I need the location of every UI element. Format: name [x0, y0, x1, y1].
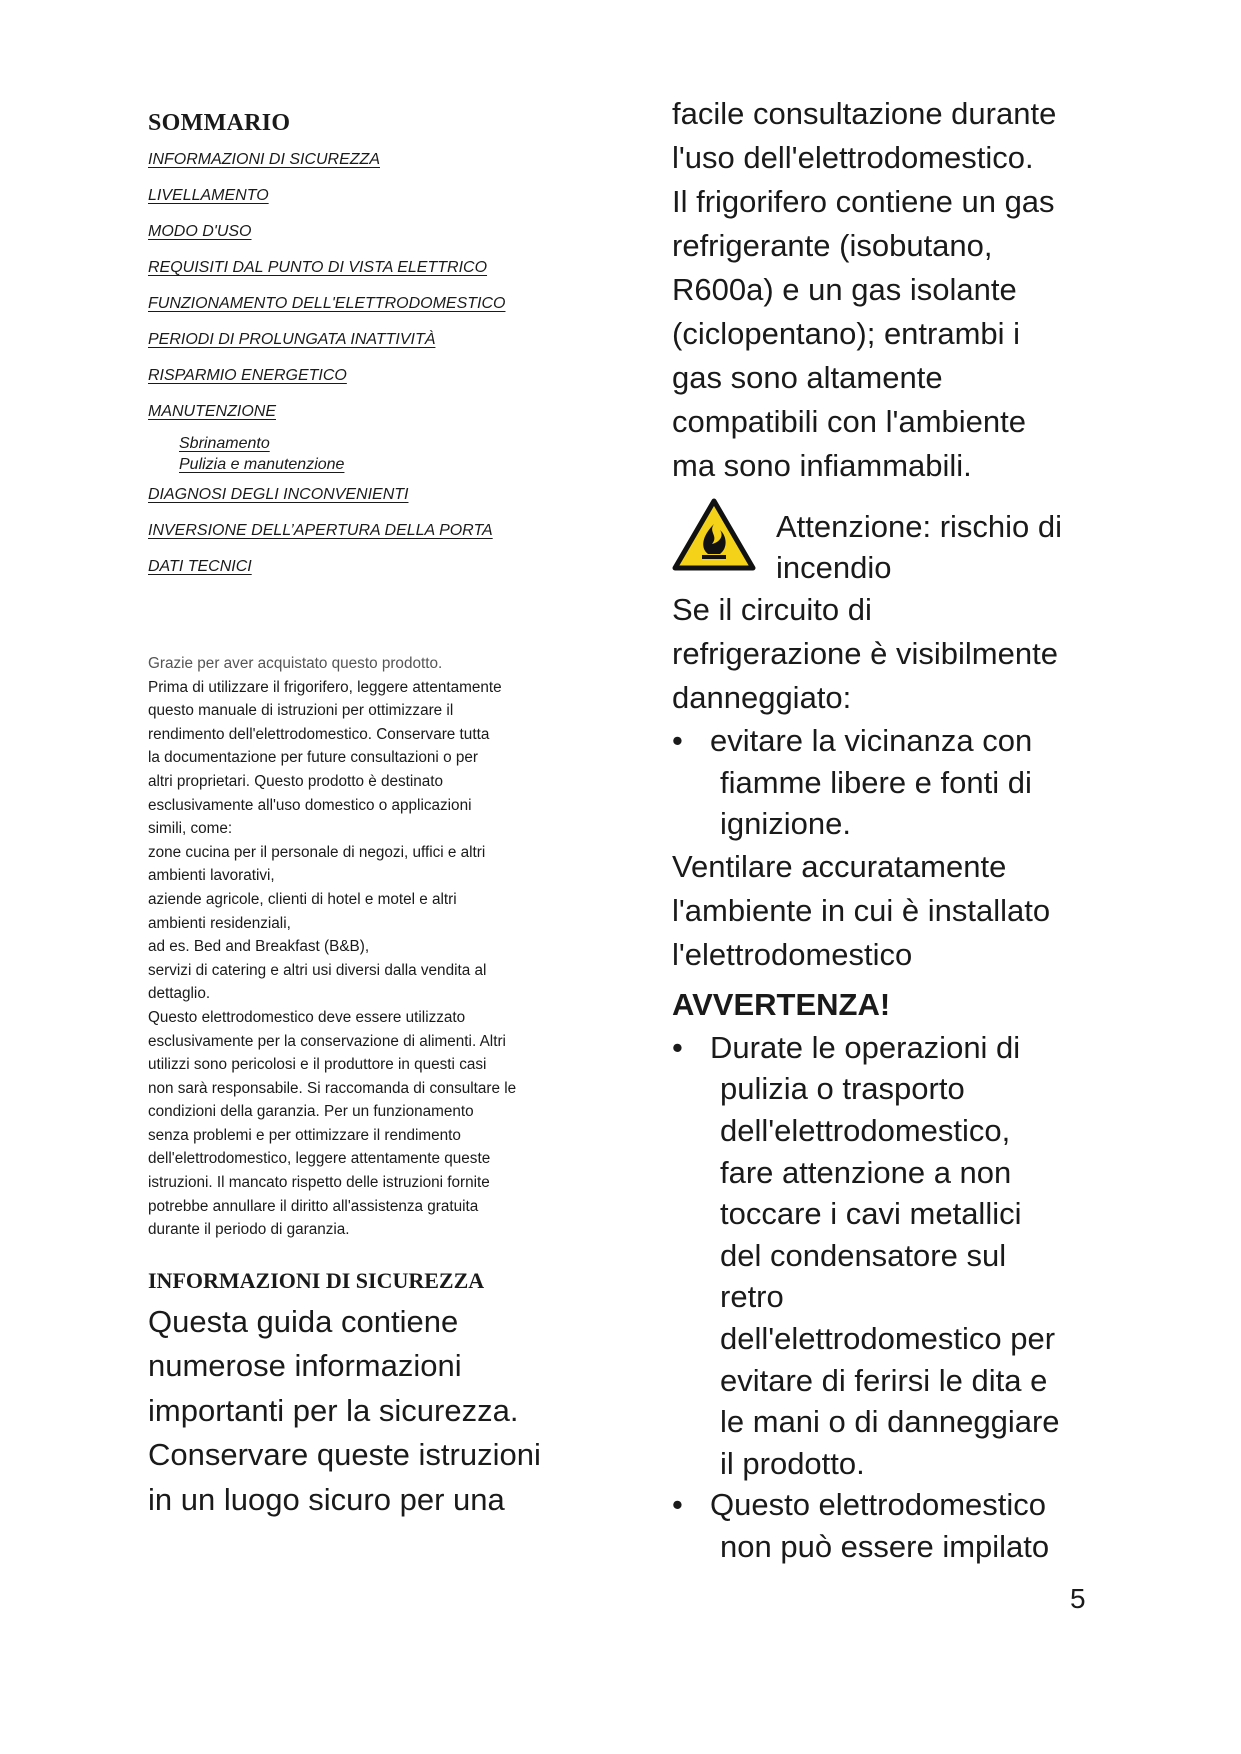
- bullet-line: toccare i cavi metallici: [720, 1196, 1022, 1232]
- toc-link-periodi-inattivita[interactable]: PERIODI DI PROLUNGATA INATTIVITÀ: [148, 331, 436, 348]
- bullet-list-warnings: [672, 1027, 1112, 1568]
- safety-intro: [148, 1300, 588, 1523]
- intro-line: ambienti lavorativi,: [148, 867, 275, 885]
- toc-title: SOMMARIO: [148, 110, 291, 136]
- toc-entry: [148, 151, 588, 187]
- intro-line: dell'elettrodomestico, leggere attentamente queste: [148, 1150, 491, 1168]
- intro-line: ad es. Bed and Breakfast (B&B),: [148, 938, 370, 956]
- page-number: 5: [1070, 1583, 1086, 1614]
- gas-line: Il frigorifero contiene un gas: [672, 184, 1055, 219]
- toc-subentries: [148, 435, 588, 474]
- intro-line: esclusivamente per la conservazione di alimenti. Altri: [148, 1032, 506, 1050]
- intro-line: potrebbe annullare il diritto all'assistenza gratuita: [148, 1197, 479, 1215]
- toc-entry: [148, 259, 588, 295]
- circuit-line: refrigerazione è visibilmente: [672, 636, 1058, 671]
- bullet-line: il prodotto.: [720, 1445, 865, 1481]
- toc-link-requisiti-elettrici[interactable]: REQUISITI DAL PUNTO DI VISTA ELETTRICO: [148, 259, 488, 276]
- safety-heading: INFORMAZIONI DI SICUREZZA: [148, 1267, 485, 1293]
- table-of-contents: [148, 151, 588, 594]
- intro-line: senza problemi e per ottimizzare il rendimento: [148, 1126, 461, 1144]
- bullet-line: ignizione.: [720, 806, 851, 842]
- gas-line: (ciclopentano); entrambi i: [672, 316, 1021, 351]
- toc-link-dati-tecnici[interactable]: DATI TECNICI: [148, 558, 252, 575]
- toc-link-modo-uso[interactable]: MODO D'USO: [148, 223, 252, 240]
- toc-entry: [148, 223, 588, 259]
- safety-line: Conservare queste istruzioni: [148, 1437, 541, 1473]
- bullet-list-flames: [672, 720, 1112, 845]
- toc-link-risparmio-energetico[interactable]: RISPARMIO ENERGETICO: [148, 367, 347, 384]
- intro-line: zone cucina per il personale di negozi, uffici e altri: [148, 843, 486, 861]
- ventilate-line: l'ambiente in cui è installato: [672, 892, 1051, 928]
- intro-line: condizioni della garanzia. Per un funzionamento: [148, 1103, 474, 1121]
- bullet-line: del condensatore sul: [720, 1237, 1007, 1273]
- right-column: [672, 92, 1112, 1568]
- intro-line: utilizzi sono pericolosi e il produttore in questi casi: [148, 1056, 487, 1074]
- gas-line: l'uso dell'elettrodomestico.: [672, 140, 1034, 175]
- intro-line: altri proprietari. Questo prodotto è destinato: [148, 772, 444, 790]
- intro-line: Grazie per aver acquistato questo prodotto.: [148, 655, 443, 672]
- safety-line: Questa guida contiene: [148, 1303, 459, 1339]
- list-item: [672, 1027, 1112, 1485]
- circuit-line: Se il circuito di: [672, 592, 872, 627]
- gas-line: gas sono altamente: [672, 360, 943, 395]
- safety-line: numerose informazioni: [148, 1348, 462, 1384]
- bullet-icon: •: [672, 1487, 683, 1523]
- intro-line: Prima di utilizzare il frigorifero, leggere attentamente: [148, 678, 502, 696]
- circuit-paragraph: [672, 588, 1112, 720]
- intro-line: questo manuale di istruzioni per ottimizzare il: [148, 702, 454, 720]
- toc-link-informazioni-sicurezza[interactable]: INFORMAZIONI DI SICUREZZA: [148, 151, 380, 168]
- gas-paragraph: [672, 92, 1112, 488]
- safety-line: in un luogo sicuro per una: [148, 1481, 505, 1517]
- toc-link-livellamento[interactable]: LIVELLAMENTO: [148, 187, 269, 204]
- intro-line: istruzioni. Il mancato rispetto delle istruzioni fornite: [148, 1174, 490, 1192]
- intro-line: non sarà responsabile. Si raccomanda di consultare le: [148, 1079, 517, 1097]
- gas-line: compatibili con l'ambiente: [672, 404, 1026, 439]
- toc-link-funzionamento[interactable]: FUNZIONAMENTO DELL'ELETTRODOMESTICO: [148, 295, 506, 312]
- intro-paragraph: [148, 652, 588, 1242]
- fire-warning: [672, 496, 1112, 588]
- bullet-line: fare attenzione a non: [720, 1154, 1012, 1190]
- ventilate-paragraph: [672, 845, 1112, 977]
- gas-line: facile consultazione durante: [672, 96, 1057, 131]
- ventilate-line: Ventilare accuratamente: [672, 848, 1007, 884]
- bullet-line: retro: [720, 1279, 784, 1315]
- list-item: [672, 720, 1112, 845]
- toc-entry: [148, 558, 588, 594]
- intro-line: ambienti residenziali,: [148, 914, 291, 932]
- bullet-line: pulizia o trasporto: [720, 1071, 965, 1107]
- bullet-line: fiamme libere e fonti di: [720, 764, 1032, 800]
- intro-line: servizi di catering e altri usi diversi dalla vendita al: [148, 961, 487, 979]
- intro-line: Questo elettrodomestico deve essere utilizzato: [148, 1008, 466, 1026]
- bullet-line: dell'elettrodomestico,: [720, 1112, 1011, 1148]
- toc-entry: [148, 367, 588, 403]
- toc-link-pulizia-manutenzione[interactable]: Pulizia e manutenzione: [179, 456, 345, 473]
- gas-line: ma sono infiammabili.: [672, 448, 972, 483]
- warning-line: Attenzione: rischio di: [776, 509, 1063, 544]
- toc-link-inversione-porta[interactable]: INVERSIONE DELL’APERTURA DELLA PORTA: [148, 522, 493, 539]
- bullet-icon: •: [672, 723, 683, 758]
- intro-line: dettaglio.: [148, 985, 211, 1003]
- safety-line: importanti per la sicurezza.: [148, 1392, 519, 1428]
- fire-warning-text: [776, 506, 1062, 588]
- circuit-line: danneggiato:: [672, 680, 852, 715]
- flammable-warning-icon: [672, 498, 756, 572]
- toc-link-diagnosi[interactable]: DIAGNOSI DEGLI INCONVENIENTI: [148, 486, 409, 503]
- list-item: [672, 1484, 1112, 1567]
- bullet-line: evitare la vicinanza con: [710, 723, 1033, 758]
- toc-entry: [148, 295, 588, 331]
- gas-line: R600a) e un gas isolante: [672, 272, 1017, 307]
- bullet-line: non può essere impilato: [720, 1528, 1050, 1564]
- toc-entry: [148, 331, 588, 367]
- toc-entry: [148, 486, 588, 522]
- intro-line: aziende agricole, clienti di hotel e motel e altri: [148, 890, 457, 908]
- bullet-line: le mani o di danneggiare: [720, 1404, 1060, 1440]
- bullet-icon: •: [672, 1029, 683, 1065]
- intro-line: esclusivamente all'uso domestico o applicazioni: [148, 796, 472, 814]
- intro-line: durante il periodo di garanzia.: [148, 1221, 350, 1239]
- ventilate-line: l'elettrodomestico: [672, 936, 913, 972]
- toc-entry: [148, 187, 588, 223]
- gas-line: refrigerante (isobutano,: [672, 228, 993, 263]
- warning-line: incendio: [776, 550, 892, 585]
- intro-line: la documentazione per future consultazioni o per: [148, 749, 478, 767]
- toc-entry: [148, 403, 588, 439]
- toc-link-manutenzione[interactable]: MANUTENZIONE: [148, 403, 276, 420]
- intro-line: rendimento dell'elettrodomestico. Conservare tutta: [148, 725, 490, 743]
- bullet-line: Questo elettrodomestico: [710, 1487, 1047, 1523]
- left-column: [148, 110, 588, 1522]
- bullet-line: Durate le operazioni di: [710, 1029, 1021, 1065]
- intro-line: simili, come:: [148, 820, 233, 838]
- toc-entry: [148, 522, 588, 558]
- toc-link-sbrinamento[interactable]: Sbrinamento: [179, 435, 270, 452]
- avvertenza-heading: AVVERTENZA!: [672, 986, 891, 1022]
- bullet-line: evitare di ferirsi le dita e: [720, 1362, 1048, 1398]
- bullet-line: dell'elettrodomestico per: [720, 1320, 1056, 1356]
